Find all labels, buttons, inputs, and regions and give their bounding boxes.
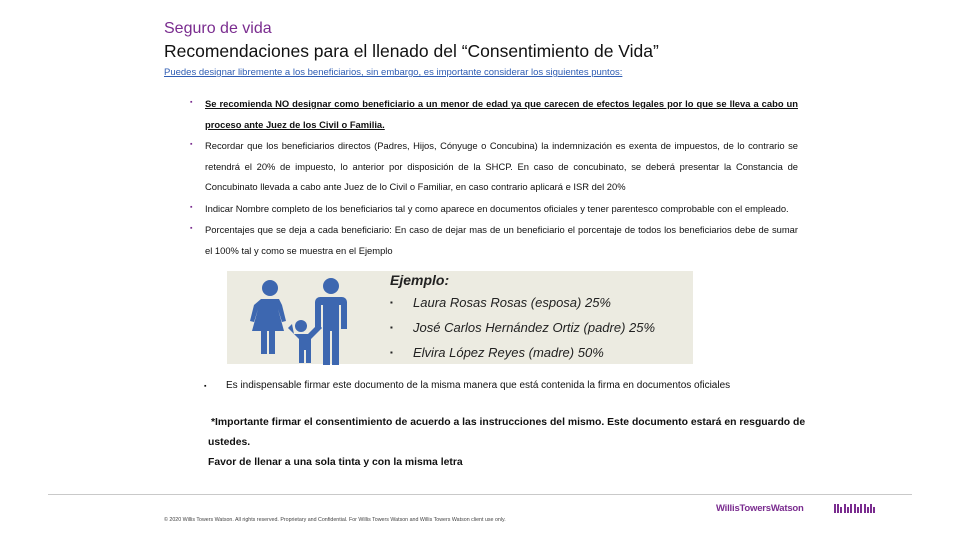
bullet-square-icon: ▪ — [190, 203, 193, 211]
slide-title: Recomendaciones para el llenado del “Consentimiento de Vida” — [164, 41, 659, 61]
slide-subtitle[interactable]: Puedes designar libremente a los beneficiarios, sin embargo, es importante considerar los siguientes puntos: — [164, 67, 623, 78]
important-line: *Importante firmar el consentimiento de acuerdo a las instrucciones del mismo. Este documento estará en resguardo de ustedes. — [208, 417, 806, 448]
recommendation-text: Porcentajes que se deja a cada beneficiario: En caso de dejar mas de un beneficiario el porcentaje de todos los beneficiarios debe de sumar el 100% tal y como se muestra en el Ejemplo — [205, 224, 798, 256]
bullet-square-icon: ▪ — [390, 348, 393, 357]
bullet-square-icon: ▪ — [190, 225, 193, 232]
bullet-square-icon: ▪ — [390, 323, 393, 332]
recommendation-item — [190, 199, 798, 220]
example-text: Elvira López Reyes (madre) 50% — [413, 345, 604, 360]
brand-logo-icon — [834, 504, 876, 513]
recommendation-item — [190, 94, 798, 135]
bullet-square-icon: ▪ — [190, 99, 193, 106]
family-icon — [246, 277, 356, 367]
recommendation-item — [190, 136, 798, 198]
important-notice — [208, 413, 820, 473]
example-title: Ejemplo: — [390, 272, 450, 288]
example-item — [390, 344, 655, 369]
example-item — [390, 294, 655, 319]
brand-logo-text: WillisTowersWatson — [716, 503, 804, 514]
example-item — [390, 319, 655, 344]
bullet-square-icon: ▪ — [190, 141, 193, 148]
slide-supertitle: Seguro de vida — [164, 20, 272, 37]
example-list — [390, 294, 655, 369]
important-line: Favor de llenar a una sola tinta y con la misma letra — [208, 457, 463, 468]
recommendation-text: Recordar que los beneficiarios directos (Padres, Hijos, Cónyuge o Concubina) la indemnización es exenta de impuestos, de lo contrario se retendrá el 20% de impuesto, lo anterior por disposición de la SHCP. En caso de concubinato, se deberá presentar la Constancia de Concubinato llevada a cabo ante Juez de lo Civil o Familiar, en caso contrario aplicará e ISR del 20% — [205, 140, 798, 192]
recommendation-text: Indicar Nombre completo de los beneficiarios tal y como aparece en documentos oficiales y tener parentesco comprobable con el empleado. — [205, 202, 789, 214]
example-text: Laura Rosas Rosas (esposa) 25% — [413, 295, 611, 310]
signature-note-text: Es indispensable firmar este documento de la misma manera que está contenida la firma en documentos oficiales — [226, 380, 731, 391]
bullet-square-icon: ▪ — [204, 383, 207, 390]
footer-divider — [48, 494, 912, 495]
bullet-square-icon: ▪ — [390, 298, 393, 307]
footer-copyright: © 2020 Willis Towers Watson. All rights reserved. Proprietary and Confidential. For Willis Towers Watson and Willis Towers Watson client use only. — [164, 517, 506, 523]
recommendations-list — [190, 94, 798, 261]
signature-note — [204, 380, 730, 391]
recommendation-item — [190, 220, 798, 261]
example-text: José Carlos Hernández Ortiz (padre) 25% — [413, 320, 656, 335]
recommendation-text: Se recomienda NO designar como beneficiario a un menor de edad ya que carecen de efectos legales por lo que se lleva a cabo un proceso ante Juez de los Civil o Familia. — [205, 98, 798, 130]
